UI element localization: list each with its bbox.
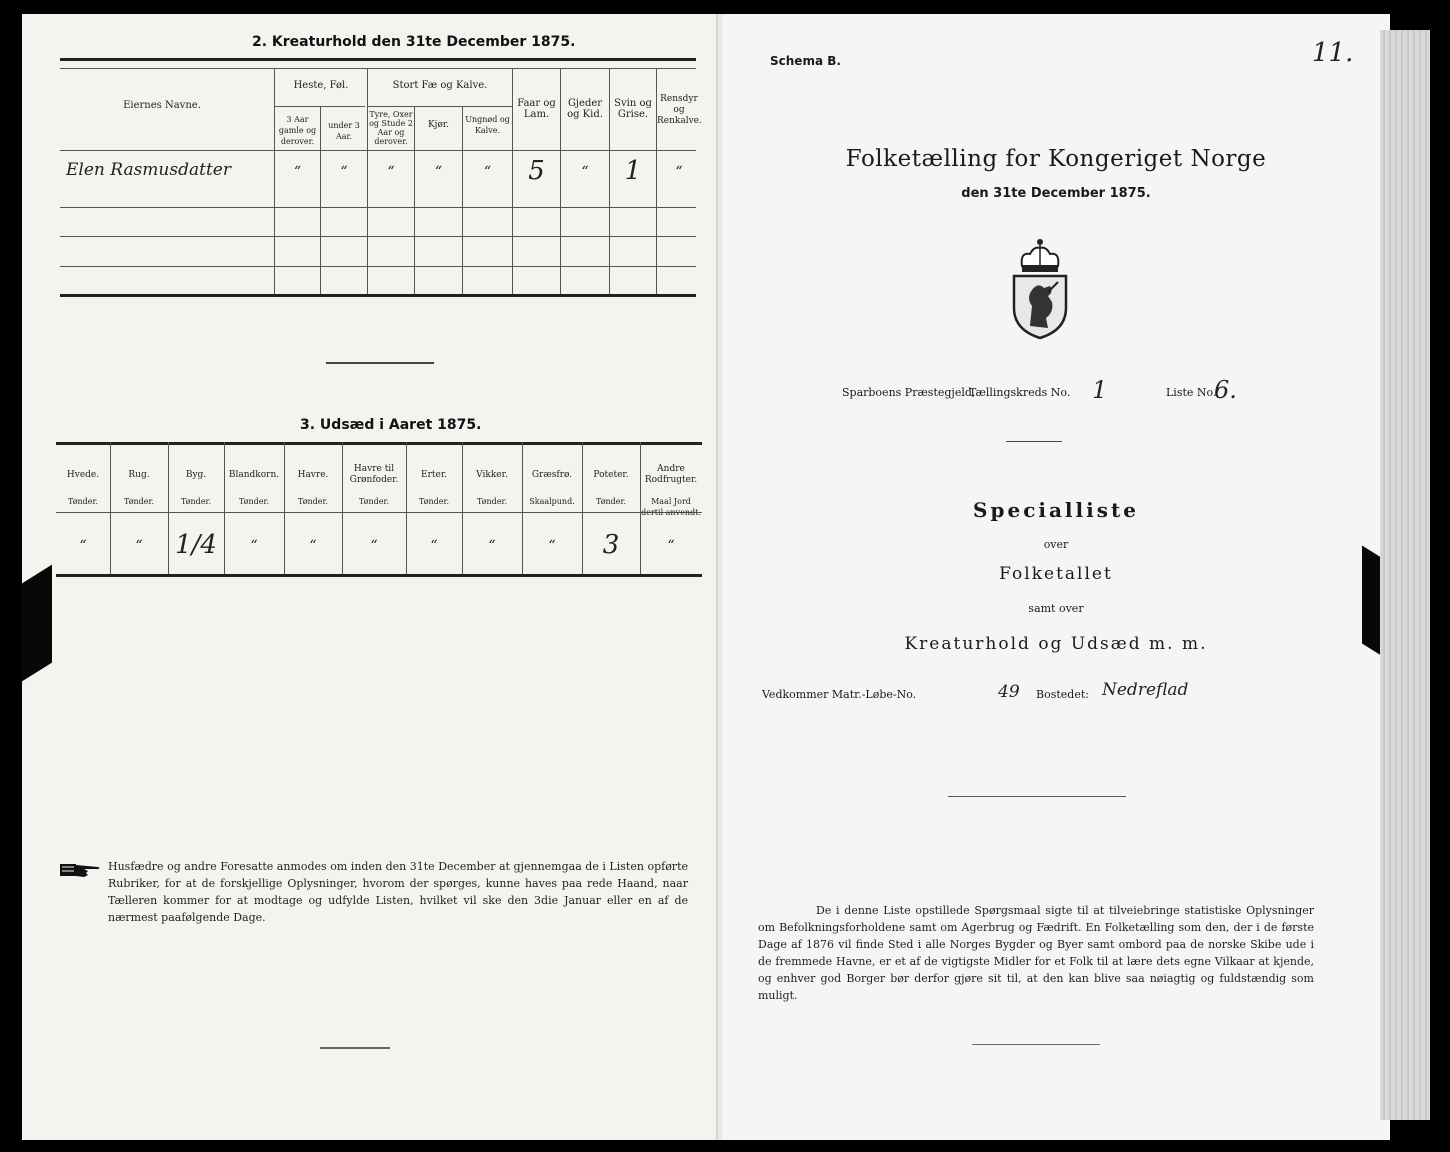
header-heste: Heste, Føl.: [293, 80, 349, 91]
bosted-label: Bostedet:: [1036, 688, 1089, 701]
table2-subrule: [368, 106, 512, 107]
table3-value: “: [135, 538, 143, 554]
footer-text: De i denne Liste opstillede Spørgsmaal sigte til at tilveiebringe statistiske Oplysninger om Befolkningsforholdene samt om Agerbrug og Fædrift. En Folketælling som den, der i de første Dage af 1876 vil finde Sted i alle Norges Bygder og Byer samt ombord paa de norske Skibe ude i de fremmede Havne, er et af de vigtigste Midler for et Folk til at lære dets egne Vilkaar at kjende, og enhver god Borger bør derfor gjøre sit til, at den kan blive saa nøiagtig og fuldstændig som muligt.: [758, 904, 1314, 1002]
table3-top-rule: [56, 442, 702, 445]
bottom-rule: [972, 1044, 1100, 1045]
table3-col-rule: [224, 442, 225, 574]
table3-value: “: [309, 538, 317, 554]
page-stack-edge: [1380, 30, 1430, 1120]
page-number: 11.: [1312, 38, 1354, 68]
header-heste-b: under 3 Aar.: [328, 121, 360, 141]
header-gjeder: Gjeder og Kid.: [567, 98, 603, 120]
specialliste-heading: Specialliste: [973, 498, 1139, 522]
table3-col-rule: [462, 442, 463, 574]
table3-value: 3: [602, 530, 620, 560]
bosted-value: Nedreflad: [1102, 680, 1189, 700]
header-stortfae: Stort Fæ og Kalve.: [392, 80, 488, 91]
table2-rule: [60, 266, 696, 267]
notice-text: Husfædre og andre Foresatte anmodes om inden den 31te December at gjennemgaa de i Listen opførte Rubriker, for at de forskjellige Oplysninger, hvorom der spørges, kunne haves paa rede Haand, naar Tælleren kommer for at modtage og udfylde Listen, hvilket vil ske den 3die Januar eller en af de nærmest paafølgende Dage.: [108, 860, 688, 924]
table3-unit: Maal Jord dertil anvendt.: [641, 497, 701, 517]
section2-title: 2. Kreaturhold den 31te December 1875.: [252, 34, 576, 50]
rensdyr-value: “: [675, 164, 683, 180]
header-owner: Eiernes Navne.: [123, 100, 201, 111]
liste-label: Liste No.: [1166, 386, 1217, 399]
table3-value: “: [667, 538, 675, 554]
header-stortfae-c: Ungnød og Kalve.: [465, 115, 510, 135]
binder-clip-left: [22, 565, 52, 682]
table3-col-rule: [284, 442, 285, 574]
table2-rule: [60, 207, 696, 208]
kreaturhold-text: Kreaturhold og Udsæd m. m.: [904, 634, 1208, 654]
separator-rule: [948, 796, 1126, 797]
table3-unit: Tønder.: [67, 497, 99, 506]
matr-label: Vedkommer Matr.-Løbe-No.: [762, 688, 917, 701]
table2-bottom-rule: [60, 294, 696, 297]
matr-value: 49: [998, 682, 1020, 702]
table3-unit: Tønder.: [180, 497, 212, 506]
census-date: den 31te December 1875.: [961, 186, 1151, 201]
header-rensdyr: Rensdyr og Renkalve.: [657, 94, 702, 126]
left-page: [22, 14, 718, 1140]
table3-value: “: [370, 538, 378, 554]
header-faar: Faar og Lam.: [517, 98, 556, 120]
heste-b-value: “: [340, 164, 348, 180]
heste-a-value: “: [293, 164, 302, 180]
header-svin: Svin og Grise.: [614, 98, 652, 120]
stortfae-b-value: “: [434, 164, 443, 180]
table3-header: Rug.: [128, 470, 150, 480]
samt-over-text: samt over: [1028, 602, 1084, 615]
schema-label: Schema B.: [770, 54, 841, 68]
table2-col-rule: [367, 68, 368, 294]
table2-col-rule: [414, 106, 415, 294]
owner-name: Elen Rasmusdatter: [66, 160, 231, 180]
table3-bottom-rule: [56, 574, 702, 577]
table3-value: “: [548, 538, 556, 554]
liste-value: 6.: [1214, 376, 1237, 404]
kreds-label: Tællingskreds No.: [969, 386, 1071, 399]
section3-title: 3. Udsæd i Aaret 1875.: [300, 417, 482, 433]
table3-col-rule: [406, 442, 407, 574]
table3-value: “: [488, 538, 496, 554]
table3-col-rule: [342, 442, 343, 574]
kreds-value: 1: [1092, 376, 1108, 404]
main-title: Folketælling for Kongeriget Norge: [845, 146, 1267, 172]
table3-value: “: [250, 538, 258, 554]
table3-value: “: [79, 538, 87, 554]
stortfae-c-value: “: [483, 164, 492, 180]
table3-unit: Tønder.: [358, 497, 390, 506]
table3-header: Erter.: [421, 470, 447, 480]
table3-header: Havre.: [297, 470, 329, 480]
table3-header: Poteter.: [593, 470, 629, 480]
table3-header: Hvede.: [66, 470, 100, 480]
table3-unit: Tønder.: [476, 497, 508, 506]
table2-top-rule: [60, 58, 696, 61]
table3-header: Havre til Grønfoder.: [349, 464, 399, 485]
table2-col-rule: [274, 68, 275, 294]
table3-header: Andre Rodfrugter.: [644, 464, 698, 485]
table2-rule: [60, 236, 696, 237]
table3-unit: Tønder.: [595, 497, 627, 506]
folketallet-text: Folketallet: [999, 564, 1113, 584]
separator-rule: [326, 362, 434, 364]
table3-value: 1/4: [175, 530, 217, 560]
stortfae-a-value: “: [387, 164, 395, 180]
header-heste-a: 3 Aar gamle og derover.: [278, 115, 317, 146]
table3-unit: Tønder.: [418, 497, 450, 506]
pointing-hand-icon: [58, 860, 102, 880]
table3-unit: Tønder.: [238, 497, 270, 506]
header-stortfae-a: Tyre, Oxer og Stude 2 Aar og derover.: [369, 110, 413, 146]
table3-header: Græsfrø.: [531, 470, 573, 480]
separator-rule: [1006, 441, 1062, 442]
header-stortfae-b: Kjør.: [427, 120, 450, 130]
gjeder-value: “: [581, 164, 589, 180]
right-page: [722, 14, 1390, 1140]
table2-rule: [60, 68, 696, 69]
table3-col-rule: [522, 442, 523, 574]
bottom-mark: [320, 1047, 390, 1049]
table3-unit: Tønder.: [123, 497, 155, 506]
table2-rule: [60, 150, 696, 151]
table3-header: Byg.: [185, 470, 207, 480]
over-text: over: [1043, 538, 1069, 551]
faar-value: 5: [528, 156, 545, 186]
parish-label: Sparboens Præstegjeld,: [842, 386, 976, 399]
table3-rule: [56, 512, 702, 513]
table3-value: “: [430, 538, 438, 554]
table3-unit: Tønder.: [297, 497, 329, 506]
svin-value: 1: [624, 156, 642, 186]
table3-header: Blandkorn.: [228, 470, 280, 480]
table3-col-rule: [110, 442, 111, 574]
norway-coat-of-arms-icon: [1008, 236, 1072, 340]
table3-unit: Skaalpund.: [529, 497, 575, 506]
table3-header: Vikker.: [476, 470, 508, 480]
